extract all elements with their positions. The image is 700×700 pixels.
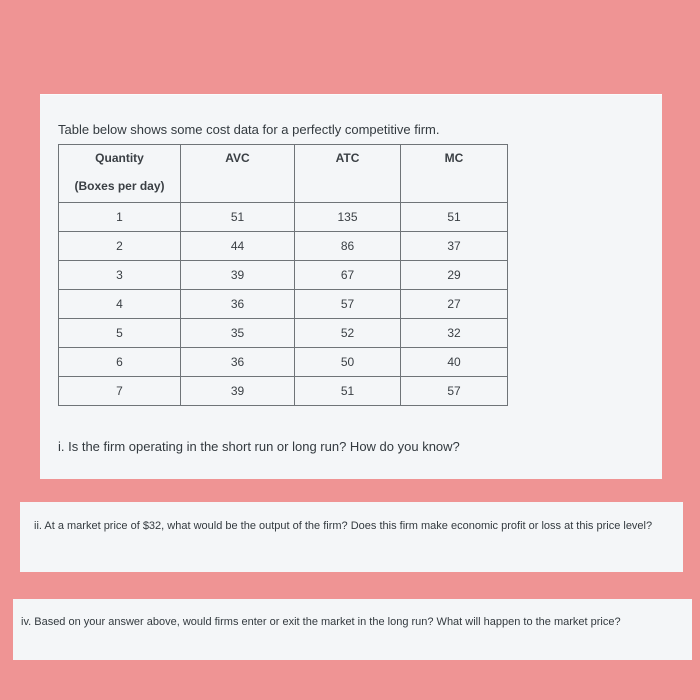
header-atc — [295, 145, 401, 203]
header-quantity-label: Quantity — [95, 151, 144, 165]
table-header-row — [59, 145, 508, 203]
cell-avc: 36 — [181, 348, 295, 377]
table-row — [59, 348, 508, 377]
question-card-2 — [20, 502, 683, 572]
header-mc — [401, 145, 508, 203]
cell-quantity: 1 — [59, 203, 181, 232]
cell-mc: 40 — [401, 348, 508, 377]
cost-data-table — [58, 144, 508, 406]
cell-quantity: 7 — [59, 377, 181, 406]
table-row — [59, 319, 508, 348]
header-avc-label: AVC — [225, 151, 250, 165]
cell-avc: 35 — [181, 319, 295, 348]
cell-atc: 67 — [295, 261, 401, 290]
cell-quantity: 4 — [59, 290, 181, 319]
cell-avc: 36 — [181, 290, 295, 319]
cell-atc: 86 — [295, 232, 401, 261]
table-row — [59, 377, 508, 406]
cell-avc: 39 — [181, 377, 295, 406]
question-card-main — [40, 94, 662, 479]
table-row — [59, 203, 508, 232]
question-card-4 — [13, 599, 692, 660]
header-quantity-unit: (Boxes per day) — [74, 179, 165, 193]
header-atc-label: ATC — [335, 151, 360, 165]
cell-atc: 50 — [295, 348, 401, 377]
cell-avc: 51 — [181, 203, 295, 232]
header-mc-label: MC — [444, 151, 464, 165]
cell-avc: 39 — [181, 261, 295, 290]
table-row — [59, 232, 508, 261]
question-1-text: i. Is the firm operating in the short run or long run? How do you know? — [58, 439, 460, 454]
cell-atc: 52 — [295, 319, 401, 348]
cell-quantity: 2 — [59, 232, 181, 261]
table-row — [59, 261, 508, 290]
header-avc — [181, 145, 295, 203]
cell-mc: 57 — [401, 377, 508, 406]
cell-mc: 29 — [401, 261, 508, 290]
cell-atc: 135 — [295, 203, 401, 232]
intro-text: Table below shows some cost data for a perfectly competitive firm. — [58, 122, 440, 137]
cell-quantity: 5 — [59, 319, 181, 348]
cell-atc: 57 — [295, 290, 401, 319]
header-quantity — [59, 145, 181, 203]
cell-mc: 32 — [401, 319, 508, 348]
cell-atc: 51 — [295, 377, 401, 406]
cell-quantity: 3 — [59, 261, 181, 290]
question-2-text: ii. At a market price of $32, what would be the output of the firm? Does this firm make economic profit or loss at this price level? — [34, 520, 653, 532]
cell-mc: 37 — [401, 232, 508, 261]
table-row — [59, 290, 508, 319]
cell-mc: 51 — [401, 203, 508, 232]
cell-mc: 27 — [401, 290, 508, 319]
cell-quantity: 6 — [59, 348, 181, 377]
question-4-text: iv. Based on your answer above, would firms enter or exit the market in the long run? What will happen to the market price? — [21, 616, 621, 628]
cell-avc: 44 — [181, 232, 295, 261]
